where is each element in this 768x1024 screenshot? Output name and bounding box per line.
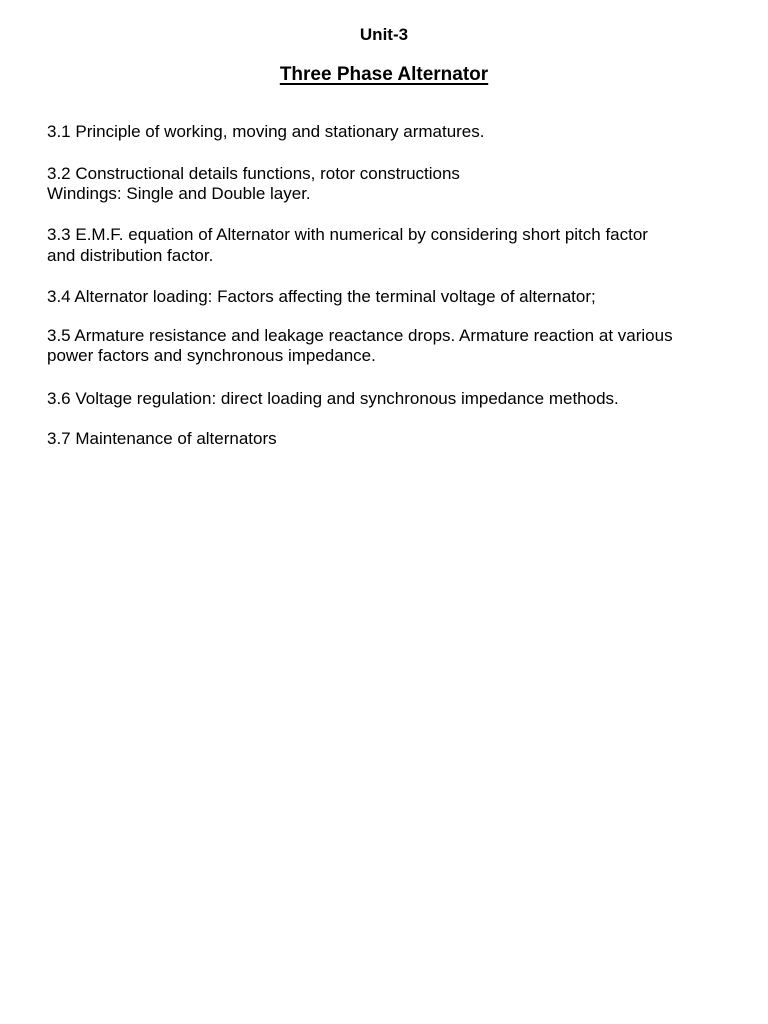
topic-3-6 xyxy=(47,389,737,409)
topic-3-1 xyxy=(47,122,737,142)
topic-line: and distribution factor. xyxy=(47,246,214,265)
topic-3-7 xyxy=(47,429,737,449)
topic-line: Windings: Single and Double layer. xyxy=(47,184,311,203)
topic-3-2 xyxy=(47,164,737,204)
topic-3-3 xyxy=(47,225,737,266)
topic-line: 3.3 E.M.F. equation of Alternator with numerical by considering short pitch factor xyxy=(47,225,648,244)
topic-3-4 xyxy=(47,287,737,307)
topic-line: 3.1 Principle of working, moving and stationary armatures. xyxy=(47,122,485,141)
topic-line: 3.6 Voltage regulation: direct loading and synchronous impedance methods. xyxy=(47,389,619,408)
topic-line: 3.2 Constructional details functions, rotor constructions xyxy=(47,164,460,183)
topic-3-5 xyxy=(47,326,737,366)
page-title: Three Phase Alternator xyxy=(279,64,489,85)
topic-line: 3.5 Armature resistance and leakage reactance drops. Armature reaction at various xyxy=(47,326,673,345)
topic-line: power factors and synchronous impedance. xyxy=(47,346,376,365)
topic-line: 3.4 Alternator loading: Factors affecting the terminal voltage of alternator; xyxy=(47,287,596,306)
unit-heading: Unit-3 xyxy=(359,25,409,44)
topic-line: 3.7 Maintenance of alternators xyxy=(47,429,277,448)
